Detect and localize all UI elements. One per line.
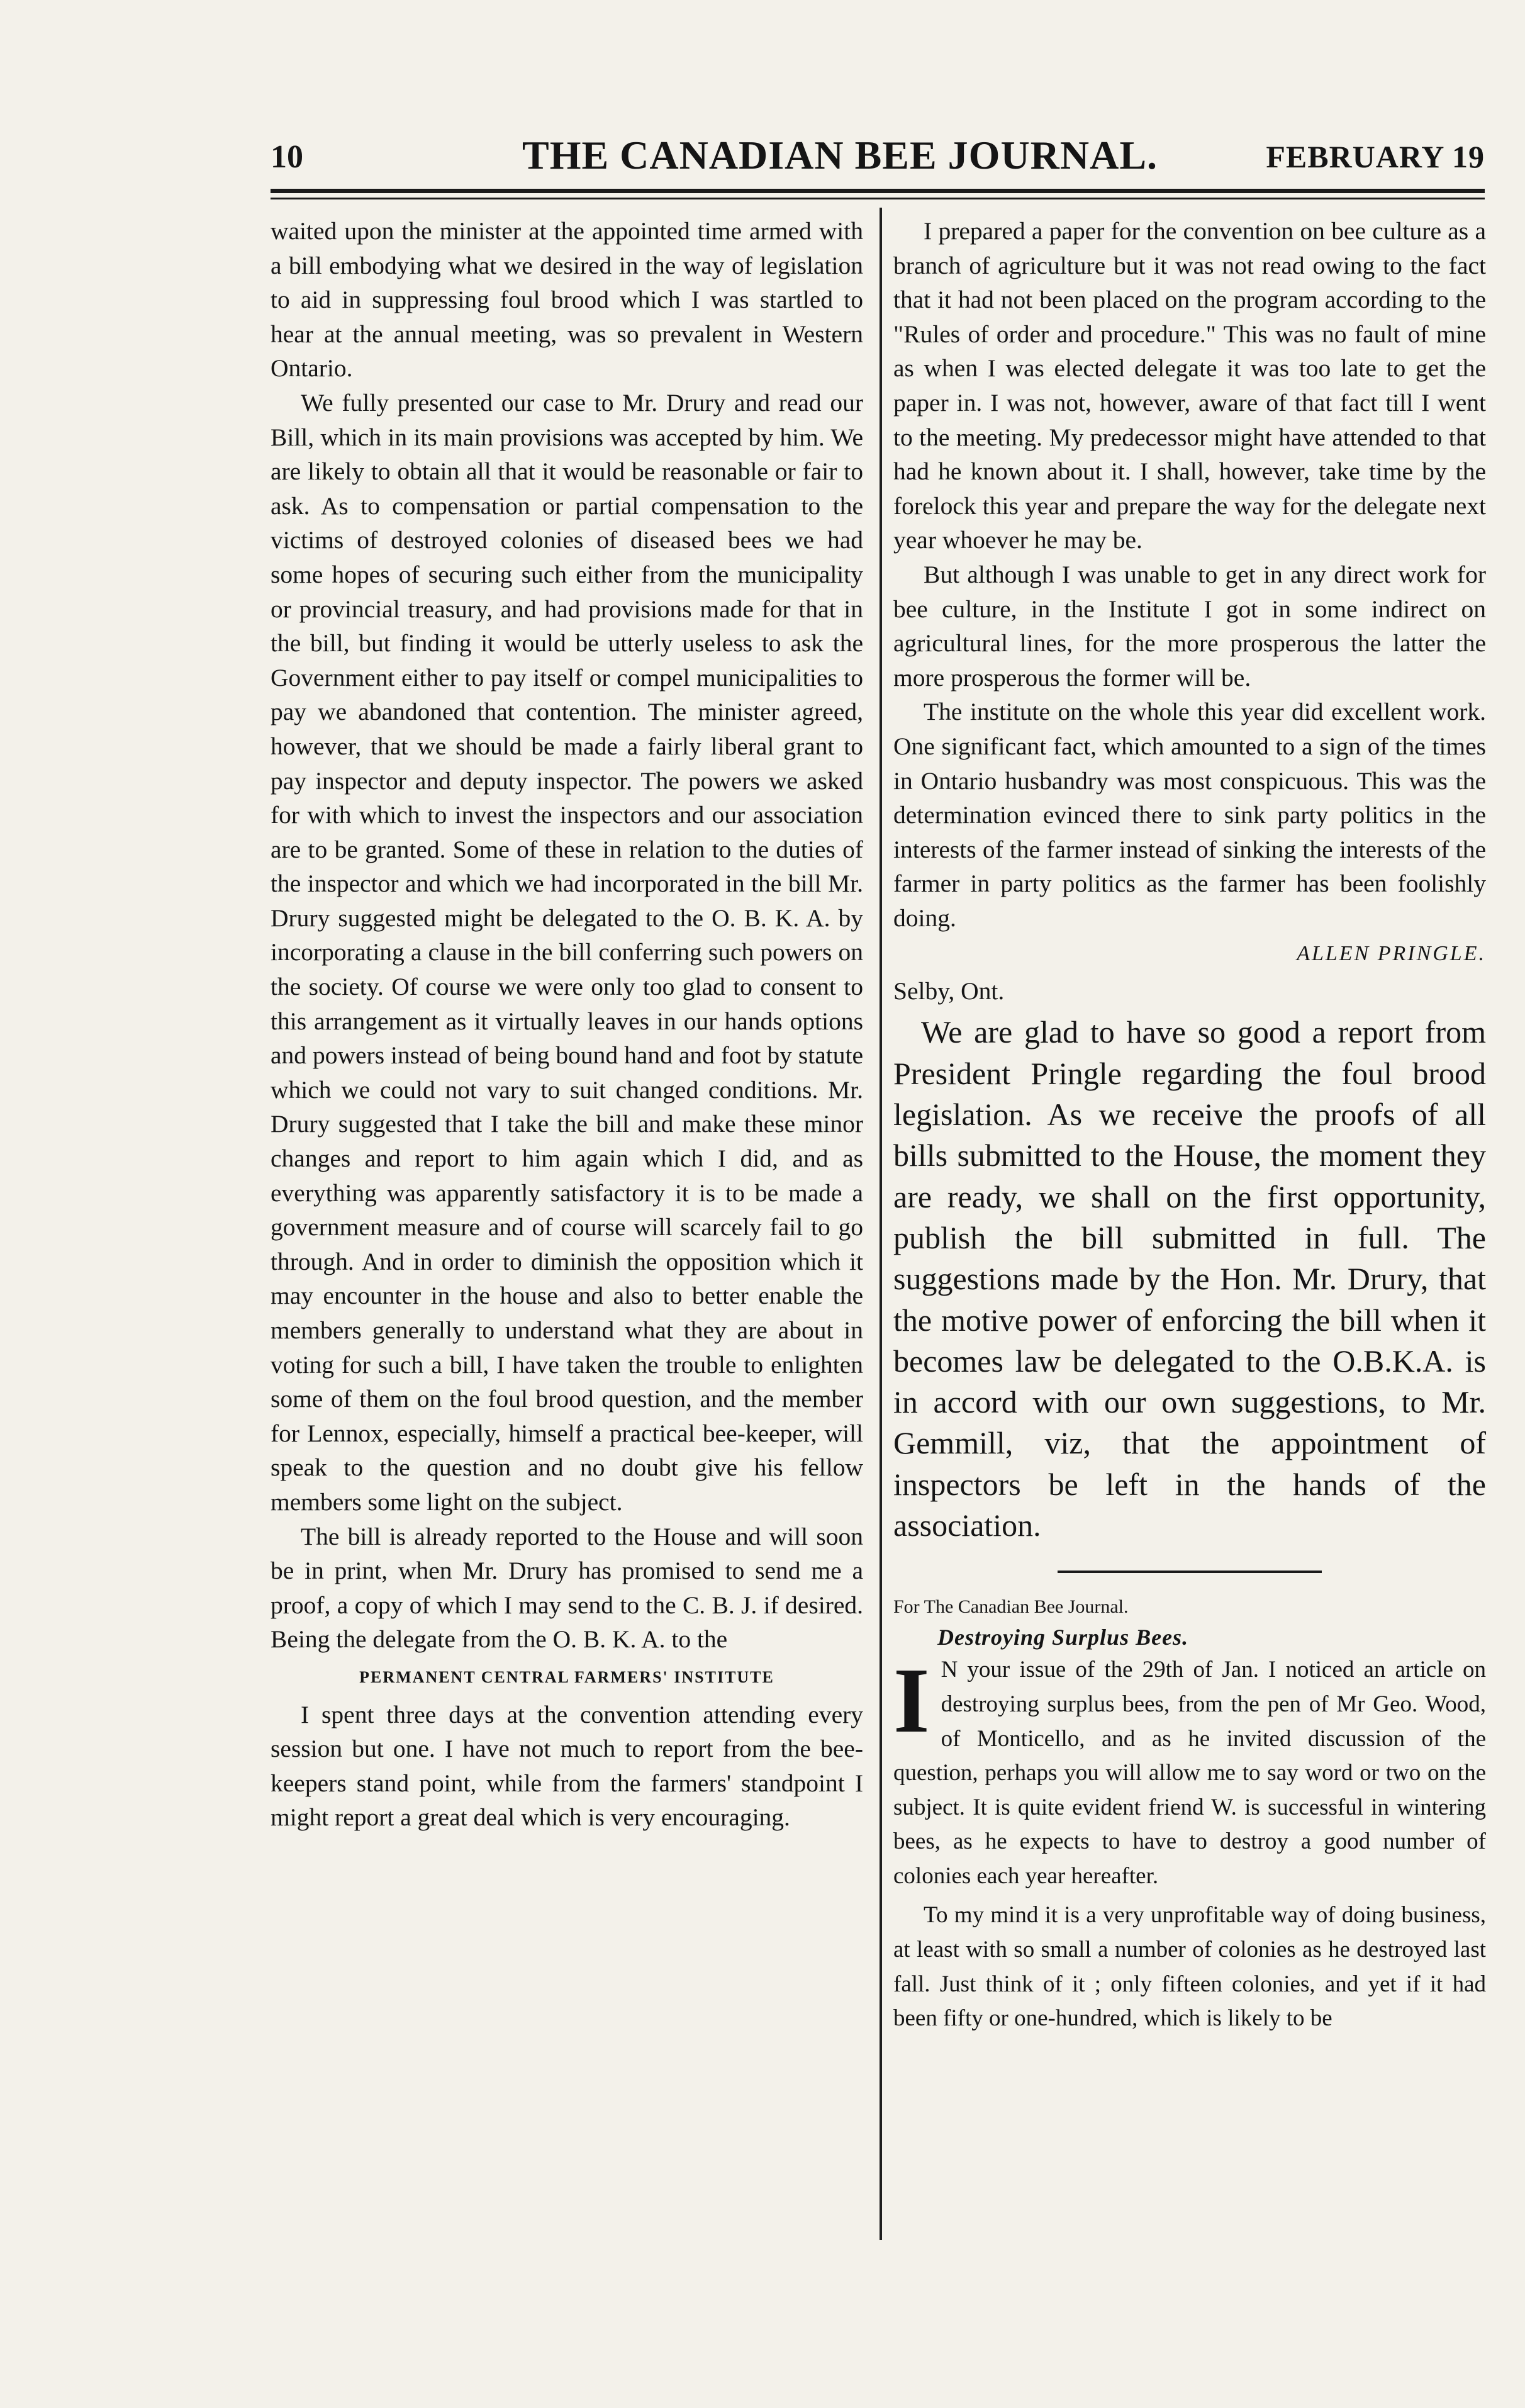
header-rule-thin — [271, 198, 1485, 199]
issue-date: FEBRUARY 19 — [1266, 139, 1485, 174]
section-ornament — [893, 1546, 1486, 1593]
left-column — [271, 214, 863, 1835]
left-paragraph-2: We fully presented our case to Mr. Drury and read our Bill, which in its main provisions was accepted by him. We are likely to obtain all that it would be reasonable or fair to ask. As to compensation or partial compensation to the victims of destroyed colonies of diseased bees we had some hopes of securing such either from the municipality or provincial treasury, and had provisions made for that in the bill, but finding it would be utterly useless to ask the Government either to pay itself or compel municipalities to pay we abandoned that contention. The minister agreed, however, that we should be made a fairly liberal grant to pay inspector and deputy inspector. The powers we asked for with which to invest the inspectors and our association are to be granted. Some of these in relation to the duties of the inspector and which we had incorporated in the bill Mr. Drury suggested might be delegated to the O. B. K. A. by incorporating a clause in the bill conferring such powers on the society. Of course we were only too glad to consent to this arrangement as it virtually leaves in our hands options and powers instead of being bound hand and foot by statute which we could not vary to suit changed conditions. Mr. Drury suggested that I take the bill and make these minor changes and report to him again which I did, and as everything was apparently satisfactory it is to be made a government measure and of course will scarcely fail to go through. And in order to diminish the opposition which it may encounter in the house and also to better enable the members generally to understand what they are about in voting for such a bill, I have taken the trouble to enlighten some of them on the foul brood question, and the member for Lennox, especially, himself a practical bee-keeper, will speak to the question and no doubt give his fellow members some light on the subject. — [271, 388, 863, 1516]
right-paragraph-1: I prepared a paper for the convention on bee culture as a branch of agriculture but it was not read owing to the fact that it had not been placed on the program according to the "Rules of order and procedure." This was no fault of mine as when I was elected delegate it was too late to get the paper in. I was not, however, aware of that fact till I went to the meeting. My predecessor might have attended to that had he known about it. I shall, however, take time by the forelock this year and prepare the way for the delegate next year whoever he may be. — [893, 217, 1486, 554]
author-place: Selby, Ont. — [893, 977, 1005, 1005]
right-column — [893, 214, 1486, 2036]
author-signature: ALLEN PRINGLE. — [1297, 942, 1486, 966]
article-paragraph-2: To my mind it is a very unprofitable way of doing business, at least with so small a number of colonies as he destroyed last fall. Just think of it ; only fifteen colonies, and yet if it had been fifty or one-hundred, which is likely to be — [893, 1902, 1486, 2032]
left-paragraph-1: waited upon the minister at the appointed time armed with a bill embodying what we desired in the way of legislation to aid in suppressing foul brood which I was startled to hear at the annual meeting, was so prevalent in Western Ontario. — [271, 217, 863, 383]
right-paragraph-3: The institute on the whole this year did excellent work. One significant fact, which amounted to a sign of the times in Ontario husbandry was most conspicuous. This was the determination evinced there to sink party politics in the interests of the farmer instead of sinking the interests of the farmer in party politics as the farmer has been foolishly doing. — [893, 698, 1486, 932]
column-divider — [880, 208, 882, 2240]
page-header — [271, 126, 1485, 182]
article-body — [893, 1649, 1486, 2036]
article-title: Destroying Surplus Bees. — [937, 1625, 1189, 1650]
article-source: For The Canadian Bee Journal. — [893, 1596, 1129, 1618]
ornament-line — [1058, 1571, 1322, 1573]
editor-note — [893, 1012, 1486, 1546]
journal-title: THE CANADIAN BEE JOURNAL. — [522, 133, 1158, 177]
editor-note-text: We are glad to have so good a report from President Pringle regarding the foul brood legislation. As we receive the proofs of all bills submitted to the House, the moment they are ready, we shall on the first opportunity, publish the bill submitted in full. The suggestions made by the Hon. Mr. Drury, that the motive power of enforcing the bill when it becomes law be delegated to the O.B.K.A. is in accord with our own suggestions, to Mr. Gemmill, viz, that the appointment of inspectors be left in the hands of the association. — [893, 1014, 1486, 1543]
article-paragraph-1-text: N your issue of the 29th of Jan. I noticed an article on destroying surplus bees, from the pen of Mr Geo. Wood, of Monticello, and as he invited discussion of the question, perhaps you will allow me to say word or two on the subject. It is quite evident friend W. is successful in wintering bees, as he expects to have to destroy a good number of colonies each year hereafter. — [893, 1657, 1486, 1889]
page-number: 10 — [271, 139, 303, 175]
drop-cap: I — [893, 1649, 930, 1753]
left-paragraph-3: The bill is already reported to the House and will soon be in print, when Mr. Drury has promised to send me a proof, a copy of which I may send to the C. B. J. if desired. Being the delegate from the O. B. K. A. to the — [271, 1522, 863, 1654]
article-paragraph-1 — [893, 1649, 1486, 1893]
left-paragraph-4: I spent three days at the convention attending every session but one. I have not much to report from the bee-keepers stand point, while from the farmers' standpoint I might report a great deal which is very encouraging. — [271, 1700, 863, 1832]
header-rule — [271, 189, 1485, 193]
institute-subhead: PERMANENT CENTRAL FARMERS' INSTITUTE — [359, 1667, 774, 1686]
right-paragraph-2: But although I was unable to get in any direct work for bee culture, in the Institute I got in some indirect on agricultural lines, for the more prosperous the latter the more prosperous the former will be. — [893, 560, 1486, 692]
